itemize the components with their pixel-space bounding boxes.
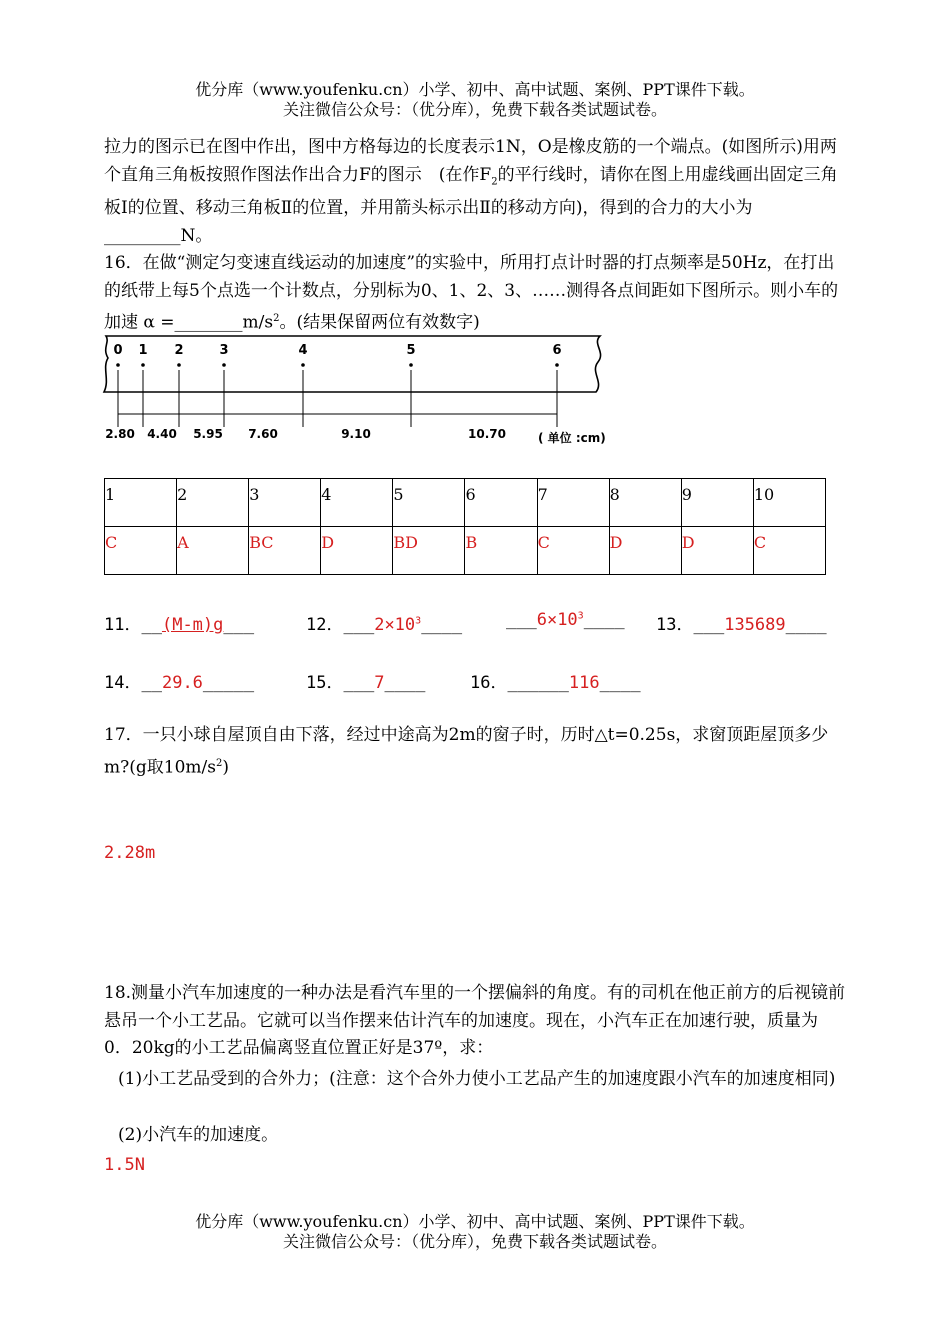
tape-distance-label: 4.40	[147, 427, 177, 441]
header-line-1: 优分库（www.youfenku.cn）小学、初中、高中试题、案例、PPT课件下载。	[195, 80, 755, 99]
table-answer: BD	[393, 527, 465, 575]
answer-11: 11．__(M-m)g___	[104, 615, 255, 635]
table-answer: D	[609, 527, 681, 575]
answer-table	[104, 478, 826, 575]
tape-dot	[177, 363, 181, 367]
table-number: 9	[681, 479, 753, 527]
tape-distance-label: 9.10	[341, 427, 371, 441]
tape-point-label: 4	[298, 343, 308, 358]
tape-dot	[222, 363, 226, 367]
tape-unit-label: ( 单位 :cm)	[538, 431, 606, 445]
table-answer: C	[537, 527, 609, 575]
q17-answer: 2.28m	[104, 843, 156, 863]
table-answer: BC	[249, 527, 321, 575]
tape-dot	[301, 363, 305, 367]
q18-sub2: (2)小汽车的加速度。	[118, 1125, 279, 1145]
q16-question: 16．在做“测定匀变速直线运动的加速度”的实验中，所用打点计时器的打点频率是50Hz，在打出的纸带上每5个点选一个计数点，分别标为0、1、2、3、……测得各点间距如下图所示。则小车的加速 $\alpha =\_\_\_\_\_\_\_\_m/s^2$。(结果保留两位有效数字)	[104, 253, 839, 333]
tape-dot	[116, 363, 120, 367]
table-number: 2	[177, 479, 249, 527]
footer-line-1: 优分库（www.youfenku.cn）小学、初中、高中试题、案例、PPT课件下载。	[195, 1212, 755, 1231]
answer-12b: $\_\_\_6\times 10^3\_\_\_\_$	[506, 610, 625, 630]
answer-16: 16．______116____	[470, 673, 641, 693]
table-number: 4	[321, 479, 393, 527]
tape-dot	[555, 363, 559, 367]
table-number: 3	[249, 479, 321, 527]
table-answer: D	[681, 527, 753, 575]
tape-dot	[141, 363, 145, 367]
tape-distance-label: 5.95	[193, 427, 223, 441]
table-answer: B	[465, 527, 537, 575]
tape-point-label: 1	[138, 343, 148, 358]
q18-answer: 1.5N	[104, 1155, 145, 1175]
q18-question: 18.测量小汽车加速度的一种办法是看汽车里的一个摆偏斜的角度。有的司机在他正前方的后视镜前悬吊一个小工艺品。它就可以当作摆来估计汽车的加速度。现在，小汽车正在加速行驶，质量为 0．20kg的小工艺品偏离竖直位置正好是37º，求：	[104, 983, 846, 1058]
answer-12a: 12．$\_\_\_2\times 10^3\_\_\_\_$	[306, 615, 463, 635]
tape-point-label: 5	[406, 343, 416, 358]
q17-question: 17．一只小球自屋顶自由下落，经过中途高为2m的窗子时，历时△t=0.25s，求窗顶距屋顶多少m?(g取$10m/s^2$)	[104, 725, 829, 778]
footer-line-2: 关注微信公众号：（优分库），免费下载各类试题试卷。	[282, 1232, 667, 1251]
table-number: 1	[105, 479, 177, 527]
answer-13: 13．___135689____	[656, 615, 827, 635]
q15-continuation: 拉力的图示已在图中作出，图中方格每边的长度表示1N，O是橡皮筋的一个端点。(如图所示)用两个直角三角板按照作图法作出合力F的图示 (在作$F_2$的平行线时，请你在图上用虚线画出固定三角板Ⅰ的位置、移动三角板Ⅱ的位置，并用箭头标示出Ⅱ的移动方向)，得到的合力的大小为_________N。	[104, 137, 838, 246]
q18-sub1: (1)小工艺品受到的合外力；(注意：这个合外力使小工艺品产生的加速度跟小汽车的加速度相同)	[118, 1069, 836, 1089]
answer-14: 14．__29.6_____	[104, 673, 255, 693]
table-answer: C	[105, 527, 177, 575]
answer-15: 15．___7____	[306, 673, 426, 693]
table-number: 7	[537, 479, 609, 527]
tape-point-label: 3	[219, 343, 229, 358]
tape-distance-label: 2.80	[105, 427, 135, 441]
header-line-2: 关注微信公众号：（优分库），免费下载各类试题试卷。	[282, 100, 667, 119]
tape-point-label: 0	[113, 343, 123, 358]
table-number: 8	[609, 479, 681, 527]
tape-distance-label: 7.60	[248, 427, 278, 441]
tape-point-label: 6	[552, 343, 562, 358]
tape-distance-label: 10.70	[468, 427, 506, 441]
table-number: 10	[753, 479, 825, 527]
ticker-tape-figure	[100, 332, 620, 450]
table-number: 5	[393, 479, 465, 527]
tape-dot	[409, 363, 413, 367]
tape-point-label: 2	[174, 343, 184, 358]
table-number: 6	[465, 479, 537, 527]
table-answer: C	[753, 527, 825, 575]
table-answer: A	[177, 527, 249, 575]
table-answer: D	[321, 527, 393, 575]
